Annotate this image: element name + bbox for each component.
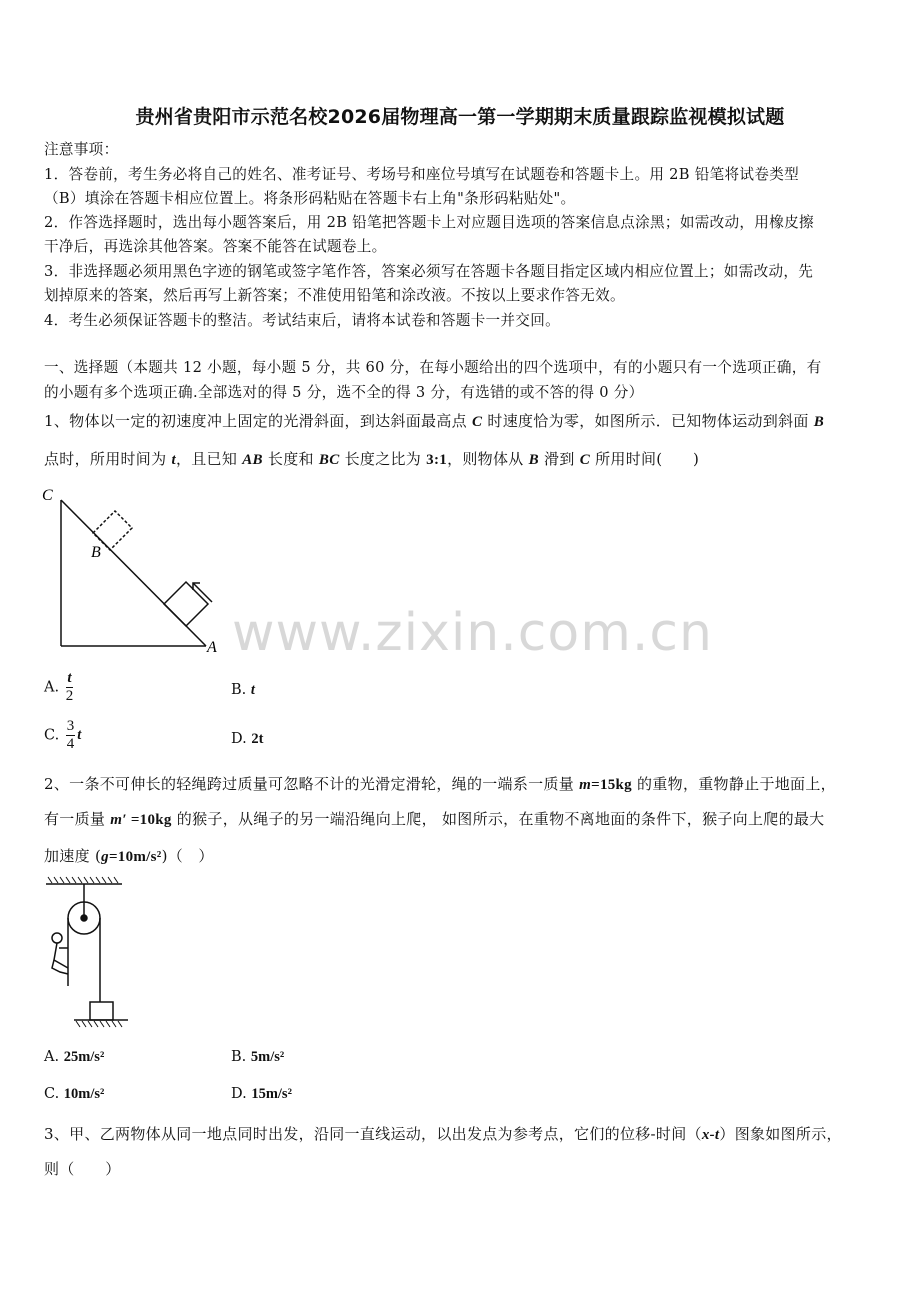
- q2-line-2: 有一质量 m′ =10kg 的猴子，从绳子的另一端沿绳向上爬， 如图所示，在重物不离地面的条件下，猴子向上爬的最大: [44, 810, 825, 828]
- notice-line: 划掉原来的答案，然后再写上新答案；不准使用铅笔和涂改液。不按以上要求作答无效。: [44, 287, 625, 304]
- incline-figure: [40, 484, 230, 659]
- notice-line: （B）填涂在答题卡相应位置上。将条形码粘贴在答题卡右上角"条形码粘贴处"。: [44, 190, 576, 207]
- weight-block: [90, 1002, 113, 1020]
- label-C: C: [42, 487, 53, 504]
- section-line: 一、选择题（本题共 12 小题，每小题 5 分，共 60 分，在每小题给出的四个选项中，有的小题只有一个选项正确，有: [44, 359, 822, 376]
- ground-hatch: [76, 1021, 122, 1027]
- fraction: $\frac{3}{4}$: [66, 718, 75, 752]
- q1-line-2: 点时，所用时间为 t，且已知 AB 长度和 BC 长度之比为 3:1，则物体从 B 滑到 C 所用时间( ): [44, 450, 700, 468]
- monkey-body: [54, 943, 68, 968]
- q2-option-d[interactable]: D. 15m/s²: [231, 1086, 292, 1102]
- notice-line: 3．非选择题必须用黑色字迹的钢笔或签字笔作答，答案必须写在答题卡各题目指定区域内相应位置上；如需改动，先: [44, 263, 814, 280]
- block-solid: [164, 582, 208, 626]
- q1-line-1: 1、物体以一定的初速度冲上固定的光滑斜面，到达斜面最高点 C 时速度恰为零，如图所示．已知物体运动到斜面 B: [44, 412, 825, 430]
- q3-line-2: 则（ ）: [44, 1160, 121, 1178]
- q2-option-c[interactable]: C. 10m/s²: [44, 1086, 105, 1102]
- q2-line-3: 加速度 (g=10m/s²)（ ）: [44, 847, 214, 865]
- ceiling-hatch: [48, 877, 118, 883]
- watermark: www.zixin.com.cn: [232, 603, 713, 663]
- q1-option-c[interactable]: C. $\frac{3}{4}$ t: [44, 718, 82, 752]
- pulley-figure: [40, 874, 140, 1034]
- q2-option-b[interactable]: B. 5m/s²: [231, 1049, 285, 1065]
- section-line: 的小题有多个选项正确.全部选对的得 5 分，选不全的得 3 分，有选错的或不答的得 0 分）: [44, 384, 644, 401]
- monkey-head: [52, 933, 62, 943]
- label-B: B: [91, 544, 101, 561]
- q2-option-a[interactable]: A. 25m/s²: [44, 1049, 105, 1065]
- notice-heading: 注意事项：: [44, 141, 119, 158]
- label-A: A: [207, 639, 217, 656]
- notice-line: 4．考生必须保证答题卡的整洁。考试结束后，请将本试卷和答题卡一并交回。: [44, 312, 560, 329]
- pulley-axle: [81, 915, 87, 921]
- fraction: $\frac{t}{2}$: [65, 670, 74, 704]
- q1-option-d[interactable]: D. 2t: [231, 731, 264, 747]
- q2-line-1: 2、一条不可伸长的轻绳跨过质量可忽略不计的光滑定滑轮，绳的一端系一质量 m=15kg 的重物，重物静止于地面上，: [44, 775, 836, 793]
- q3-line-1: 3、甲、乙两物体从同一地点同时出发，沿同一直线运动，以出发点为参考点，它们的位移-时间（x-t）图象如图所示，: [44, 1125, 842, 1143]
- notice-line: 2．作答选择题时，选出每小题答案后，用 2B 铅笔把答题卡上对应题目选项的答案信息点涂黑；如需改动，用橡皮擦: [44, 214, 814, 231]
- q1-option-b[interactable]: B. t: [231, 682, 255, 698]
- notice-line: 1．答卷前，考生务必将自己的姓名、准考证号、考场号和座位号填写在试题卷和答题卡上。用 2B 铅笔将试卷类型: [44, 166, 799, 183]
- q1-option-a[interactable]: A. $\frac{t}{2}$: [44, 670, 74, 704]
- notice-line: 干净后，再选涂其他答案。答案不能答在试题卷上。: [44, 238, 387, 255]
- page-title: 贵州省贵阳市示范名校2026届物理高一第一学期期末质量跟踪监视模拟试题: [135, 106, 785, 128]
